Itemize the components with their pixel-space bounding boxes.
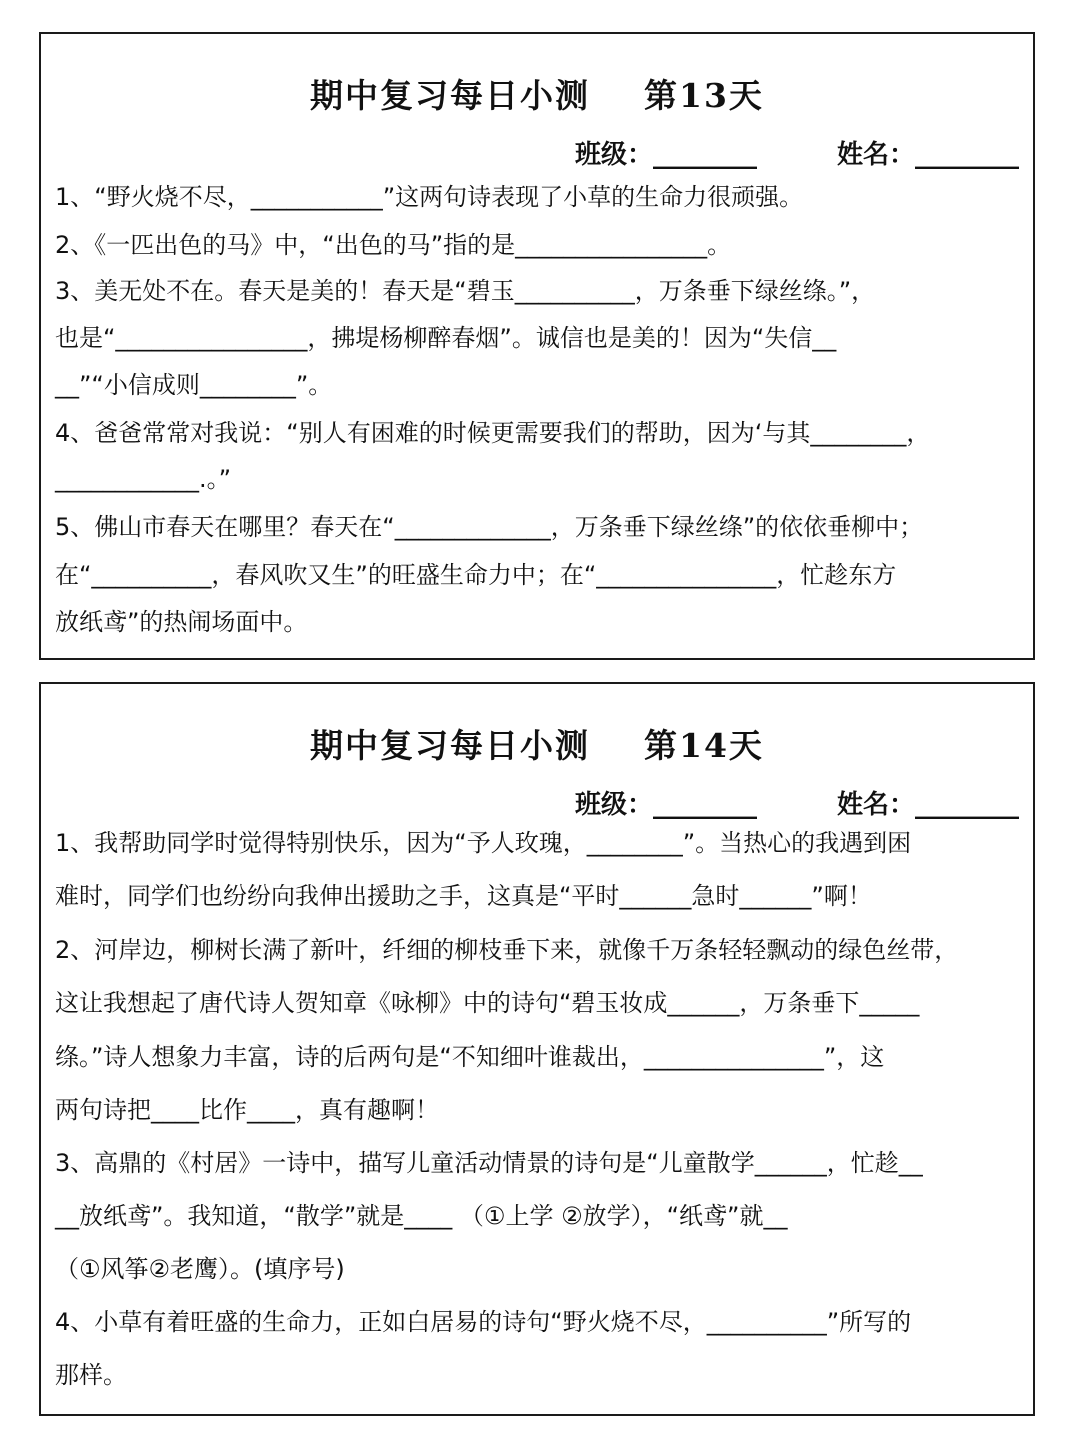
question-line: ____________.。” <box>55 465 232 493</box>
question-line: __”“小信成则________”。 <box>55 371 333 399</box>
question-line: 放纸鸢”的热闹场面中。 <box>55 608 308 636</box>
question-line: 3、美无处不在。春天是美的！春天是“碧玉__________，万条垂下绿丝绦。”， <box>55 277 876 305</box>
question-line: 两句诗把____比作____，真有趣啊！ <box>55 1096 439 1124</box>
question-line: 难时，同学们也纷纷向我伸出援助之手，这真是“平时______急时______”啊！ <box>55 882 872 910</box>
question-line: 4、小草有着旺盛的生命力，正如白居易的诗句“野火烧不尽，__________”所写的 <box>55 1308 912 1336</box>
student-info <box>575 784 1019 821</box>
quiz-card-day-14 <box>39 682 1035 1416</box>
question-line: 绦。”诗人想象力丰富，诗的后两句是“不知细叶谁裁出，_______________”，这 <box>55 1043 885 1071</box>
name-field: 姓名：________ <box>836 790 1019 820</box>
question-line: 5、佛山市春天在哪里？春天在“_____________，万条垂下绿丝绦”的依依垂柳中； <box>55 513 924 541</box>
question-line: （①风筝②老鹰）。(填序号) <box>55 1255 345 1283</box>
question-line: 3、高鼎的《村居》一诗中，描写儿童活动情景的诗句是“儿童散学______，忙趁__ <box>55 1149 923 1177</box>
question-line: 4、爸爸常常对我说：“别人有困难的时候更需要我们的帮助，因为‘与其________， <box>55 419 931 447</box>
question-line: 那样。 <box>55 1361 127 1389</box>
quiz-title: 期中复习每日小测 第14天 <box>310 726 764 765</box>
quiz-title: 期中复习每日小测 第13天 <box>310 76 764 115</box>
question-line: 2、河岸边，柳树长满了新叶，纤细的柳枝垂下来，就像千万条轻轻飘动的绿色丝带， <box>55 936 959 964</box>
question-line: __放纸鸢”。我知道，“散学”就是____ （①上学 ②放学），“纸鸢”就__ <box>55 1202 788 1230</box>
question-line: 在“__________，春风吹又生”的旺盛生命力中；在“_______________，忙趁东方 <box>55 561 897 589</box>
name-field: 姓名：________ <box>836 140 1019 170</box>
class-field: 班级：________ <box>574 140 757 170</box>
question-line: 这让我想起了唐代诗人贺知章《咏柳》中的诗句“碧玉妆成______，万条垂下_____ <box>55 989 920 1017</box>
quiz-card-day-13 <box>39 32 1035 660</box>
question-line: 1、“野火烧不尽，___________”这两句诗表现了小草的生命力很顽强。 <box>55 183 804 211</box>
class-field: 班级：________ <box>574 790 757 820</box>
question-line: 也是“________________，拂堤杨柳醉春烟”。诚信也是美的！因为“失信__ <box>55 324 837 352</box>
question-line: 2、《一匹出色的马》中，“出色的马”指的是________________。 <box>55 231 732 259</box>
question-line: 1、我帮助同学时觉得特别快乐，因为“予人玫瑰，________”。当热心的我遇到困 <box>55 829 912 857</box>
student-info <box>575 134 1019 171</box>
